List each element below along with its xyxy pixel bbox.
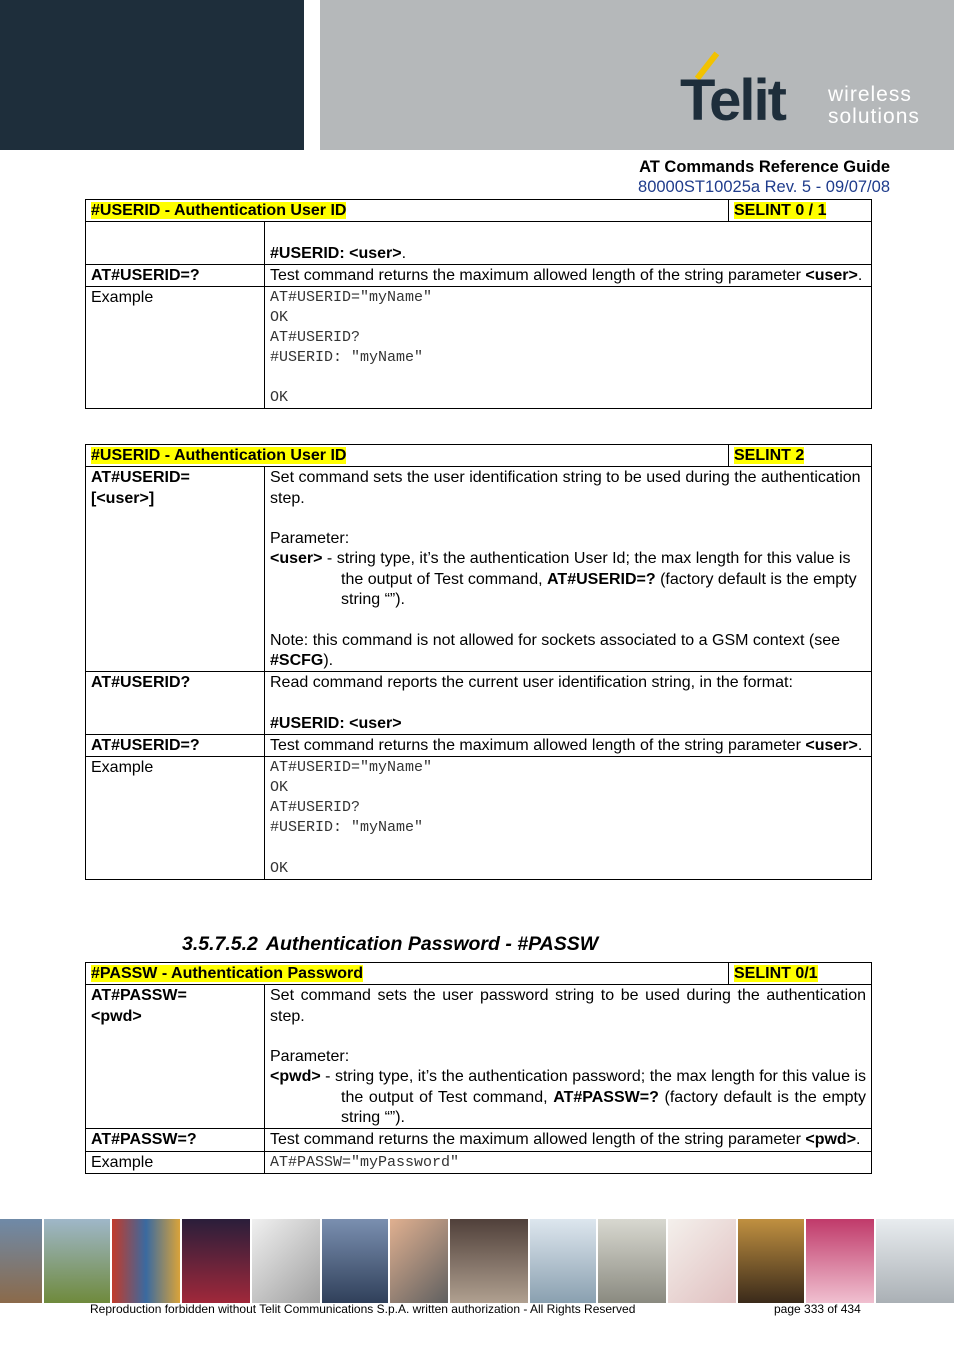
footer-photo	[182, 1219, 252, 1303]
footer-photo	[390, 1219, 450, 1303]
table-title: #USERID - Authentication User ID	[91, 202, 347, 219]
document-title: AT Commands Reference Guide	[639, 158, 890, 176]
userid-table-selint2	[85, 444, 872, 880]
example-code-line: AT#USERID?	[270, 799, 361, 817]
command-cell: AT#USERID?	[86, 672, 265, 735]
footer-photo	[322, 1219, 390, 1303]
table-row: AT#USERID=? Test command returns the maximum allowed length of the string parameter <user>.	[86, 735, 872, 757]
example-code-line: AT#PASSW="myPassword"	[270, 1153, 460, 1171]
table-header-row	[86, 445, 872, 467]
footer-photo-strip	[0, 1219, 954, 1303]
footer-photo	[112, 1219, 182, 1303]
footer-photo	[0, 1219, 44, 1303]
section-number: 3.5.7.5.2	[182, 933, 258, 955]
table-row	[86, 287, 872, 409]
footer-photo	[530, 1219, 598, 1303]
example-code-line: OK	[270, 309, 289, 327]
section-heading	[182, 933, 598, 956]
footer-photo	[598, 1219, 668, 1303]
parameter-description: <user> - string type, it’s the authentication User Id; the max length for this value is the output of Test command, AT#USERID=? (factory default is the empty string “”).	[270, 550, 857, 609]
table-header-row	[86, 200, 872, 222]
selint-badge: SELINT 2	[734, 447, 805, 464]
example-code-line: AT#USERID="myName"	[270, 289, 433, 307]
example-code-line	[270, 368, 866, 388]
userid-table-selint01	[85, 199, 872, 409]
logo-wordmark: Telit	[680, 68, 785, 133]
command-cell: Example	[86, 1151, 265, 1173]
footer-photo	[806, 1219, 876, 1303]
document-reference: 80000ST10025a Rev. 5 - 09/07/08	[638, 178, 890, 196]
table-row: AT#PASSW=? Test command returns the maximum allowed length of the string parameter <pwd>.	[86, 1129, 872, 1151]
table-title: #USERID - Authentication User ID	[91, 447, 347, 464]
example-code-line: #USERID: "myName"	[270, 819, 424, 837]
table-title: #PASSW - Authentication Password	[91, 965, 364, 982]
example-code-line: OK	[270, 389, 289, 407]
logo-tagline-1: wireless	[828, 83, 912, 106]
example-code-line: AT#USERID="myName"	[270, 759, 433, 777]
command-cell: AT#USERID= [<user>]	[86, 467, 265, 672]
logo-tagline-2: solutions	[828, 105, 920, 128]
header-dark-panel	[0, 0, 304, 150]
parameter-description: <pwd> - string type, it’s the authentication password; the max length for this value is the output of Test command, AT#PASSW=? (factory default is the empty string “”).	[270, 1068, 867, 1127]
table-row	[86, 757, 872, 879]
response-format: #USERID: <user>	[270, 714, 402, 732]
passw-table-selint01	[85, 962, 872, 1174]
table-row: AT#USERID=? Test command returns the maximum allowed length of the string parameter <user>.	[86, 264, 872, 286]
response-format: #USERID: <user>	[270, 244, 402, 262]
footer-photo	[44, 1219, 112, 1303]
table-header-row	[86, 963, 872, 985]
command-cell: Example	[86, 287, 265, 409]
footer-photo	[668, 1219, 738, 1303]
command-cell: Example	[86, 757, 265, 879]
selint-badge: SELINT 0 / 1	[734, 202, 827, 219]
example-code-line: AT#USERID?	[270, 329, 361, 347]
example-code-line: OK	[270, 859, 289, 877]
telit-logo	[676, 48, 936, 133]
command-cell: AT#PASSW= <pwd>	[86, 985, 265, 1129]
section-title: Authentication Password - #PASSW	[265, 933, 599, 955]
footer-page-number: page 333 of 434	[774, 1302, 861, 1316]
table-row: AT#USERID= [<user>] Set command sets the user identification string to be used during the authentication step. Parameter: <user> - string type, it’s the authentication User Id; the max length for this value is the output of Test command, AT#USERID=? (factory default is the empty string “”). Note: this command is not allowed for sockets associated to a GSM context (see #SCFG).	[86, 467, 872, 672]
command-cell: AT#USERID=?	[86, 264, 265, 286]
example-code-line: OK	[270, 779, 289, 797]
footer-photo	[876, 1219, 954, 1303]
command-cell: AT#USERID=?	[86, 735, 265, 757]
selint-badge: SELINT 0/1	[734, 965, 818, 982]
footer-photo	[738, 1219, 806, 1303]
footer-photo	[450, 1219, 530, 1303]
example-code-line	[270, 838, 866, 858]
footer-photo	[252, 1219, 322, 1303]
table-row: #USERID: <user>.	[86, 222, 872, 265]
note-text: Note: this command is not allowed for sockets associated to a GSM context (see #SCFG).	[270, 631, 841, 669]
table-row	[86, 1151, 872, 1173]
command-cell: AT#PASSW=?	[86, 1129, 265, 1151]
table-row: AT#PASSW= <pwd> Set command sets the user password string to be used during the authentication step. Parameter: <pwd> - string type, it’s the authentication password; the max length for this value is the output of Test command, AT#PASSW=? (factory default is the empty string “”).	[86, 985, 872, 1129]
footer-copyright: Reproduction forbidden without Telit Communications S.p.A. written authorization - All Rights Reserved	[90, 1302, 636, 1316]
table-row: AT#USERID? Read command reports the current user identification string, in the format: #USERID: <user>	[86, 672, 872, 735]
example-code-line: #USERID: "myName"	[270, 349, 424, 367]
